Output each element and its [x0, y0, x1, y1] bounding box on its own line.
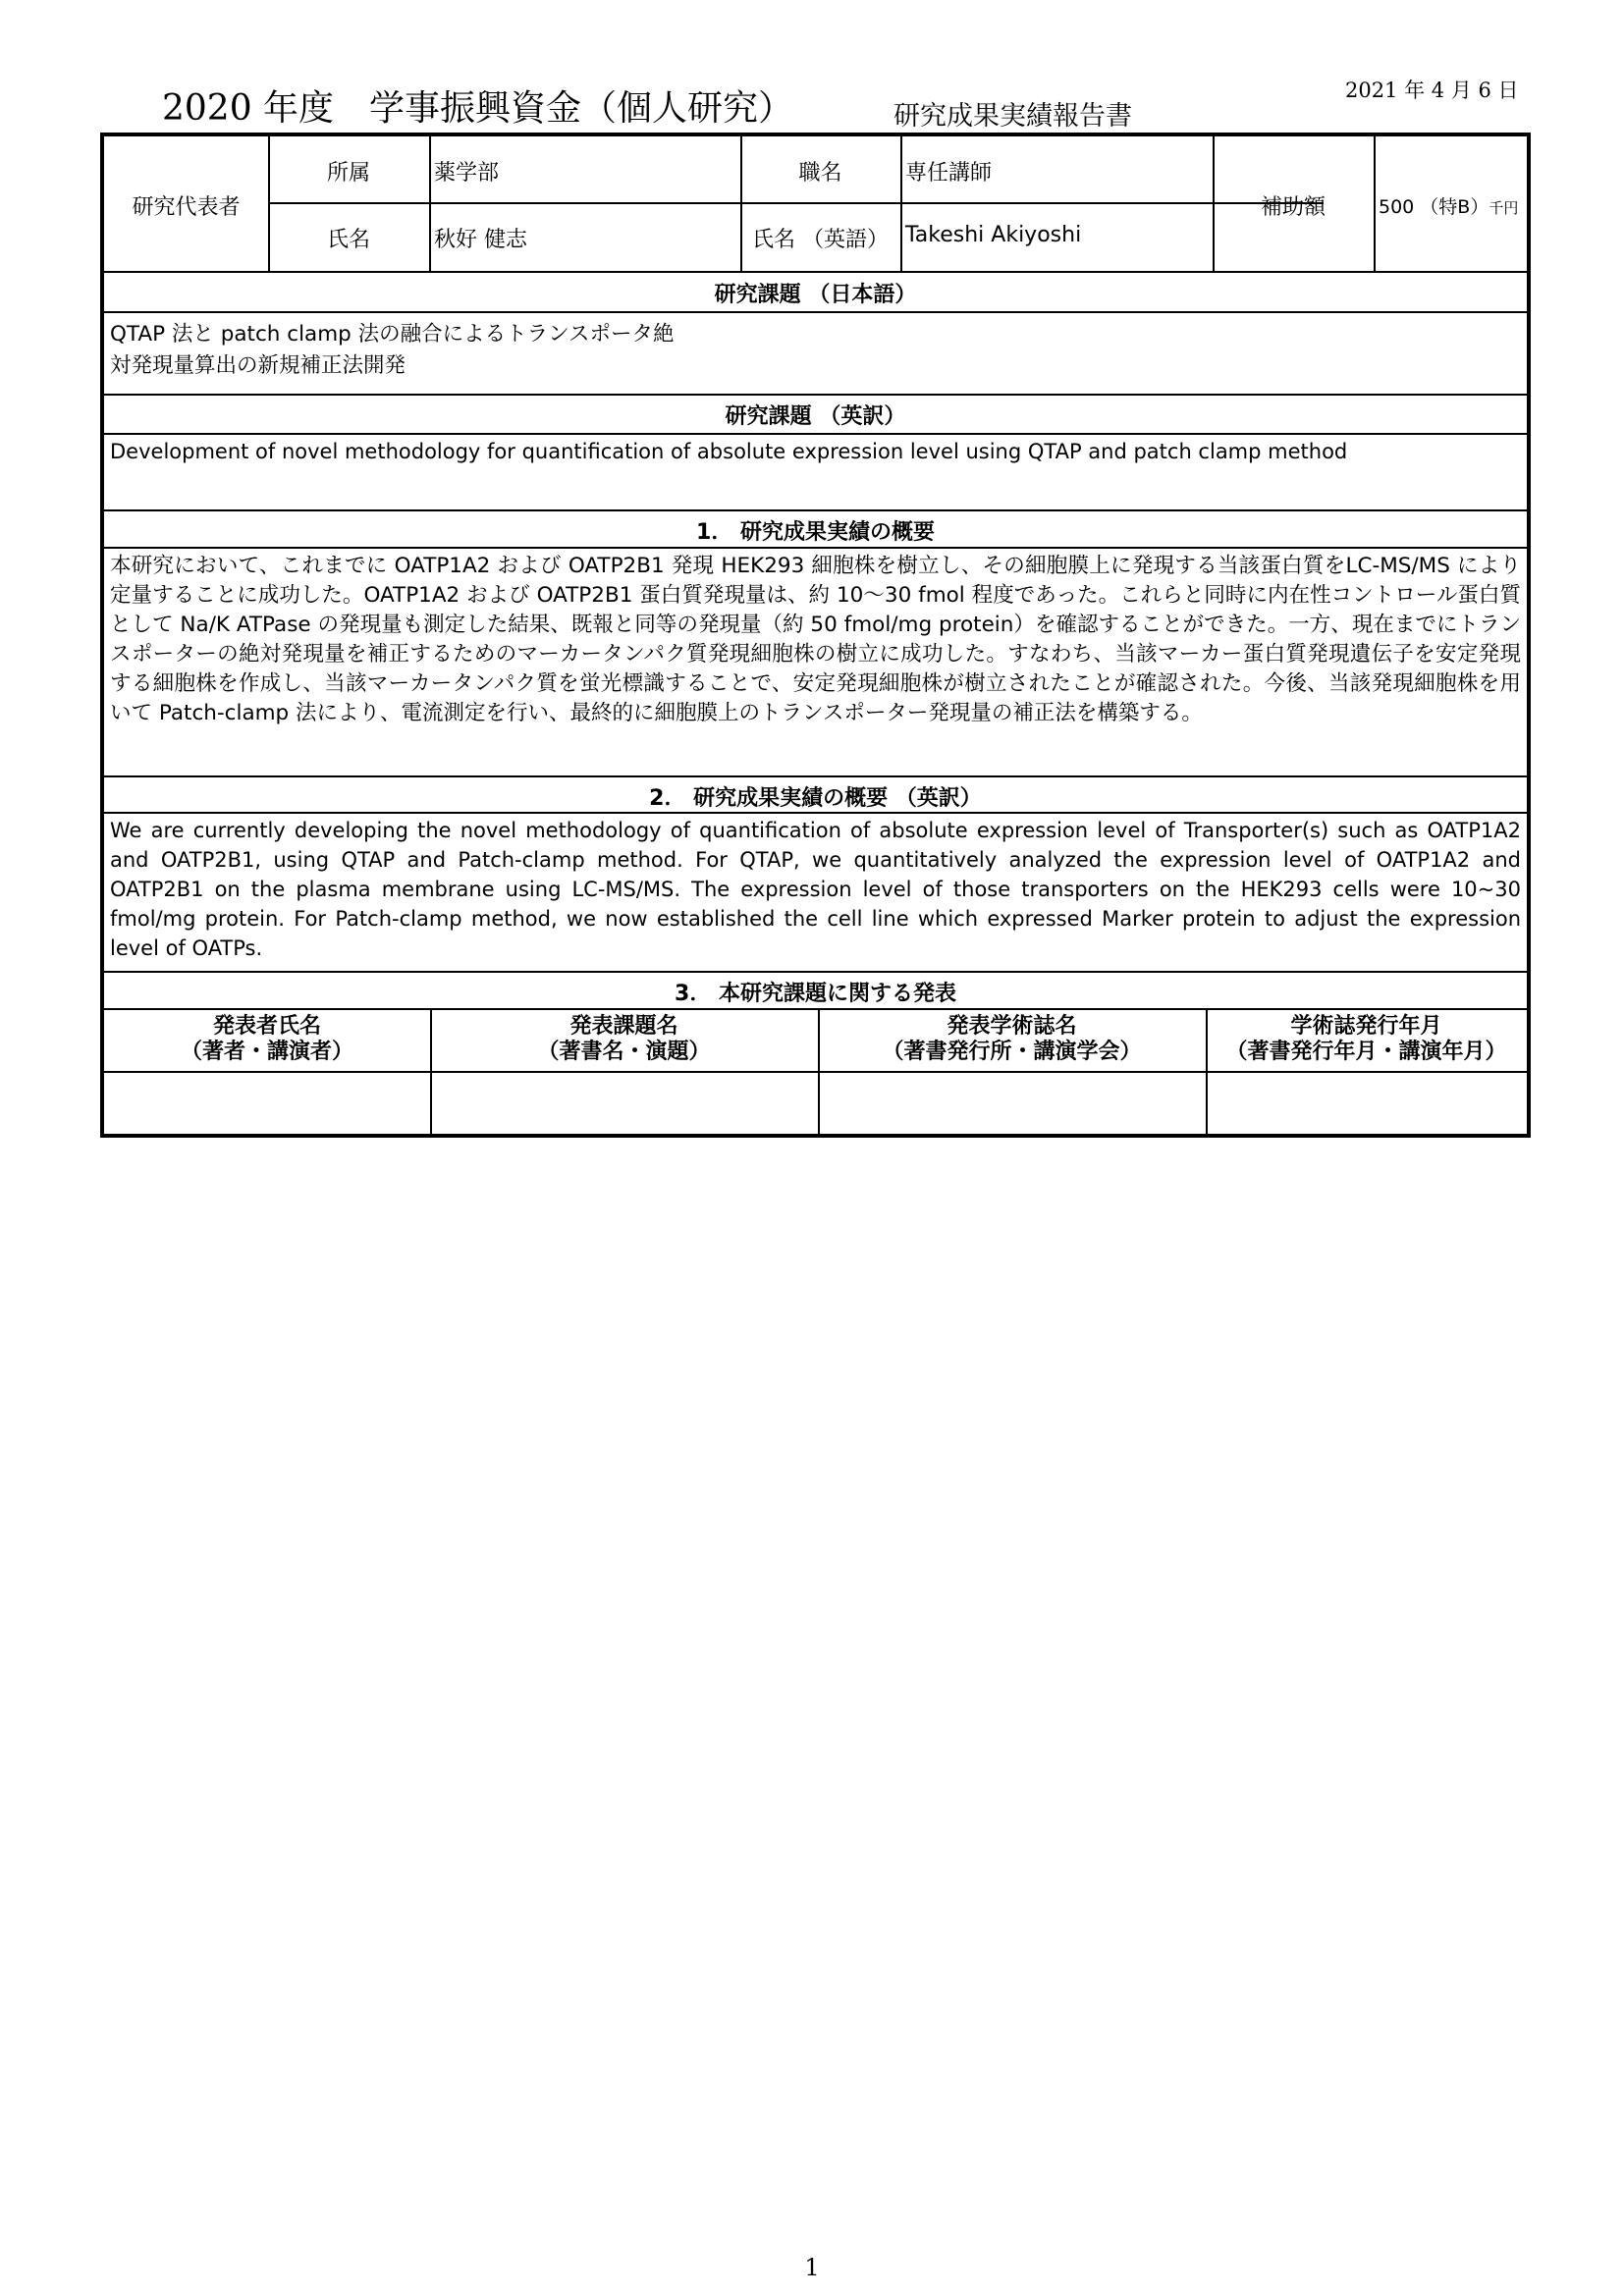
name-en-value: Takeshi Akiyoshi [905, 223, 1082, 247]
summary-jp-heading: 1． 研究成果実績の概要 [696, 520, 935, 545]
topic-en-text: Development of novel methodology for quantification of absolute expression level using QTAP and patch clamp method [110, 440, 1348, 463]
rule [104, 1008, 1527, 1010]
publication-column-title: 発表課題名 （著書名・演題） [537, 1014, 711, 1064]
rule [104, 547, 1527, 549]
position-label: 職名 [798, 161, 842, 186]
position-value: 専任講師 [905, 161, 993, 186]
rule [104, 509, 1527, 511]
report-date: 2021 年 4 月 6 日 [1345, 79, 1519, 102]
rule [104, 311, 1527, 313]
publication-column-author: 発表者氏名 （著者・講演者） [180, 1014, 353, 1064]
publications-heading: 3． 本研究課題に関する発表 [675, 982, 956, 1006]
publication-column-journal: 発表学術誌名 （著書発行所・講演学会） [882, 1014, 1142, 1064]
summary-en-heading: 2． 研究成果実績の概要 （英訳） [649, 786, 982, 811]
name-en-label: 氏名 （英語） [752, 228, 889, 252]
rule [1374, 136, 1376, 271]
grant-amount: 500 （特B） [1379, 196, 1489, 218]
name-label: 氏名 [326, 228, 370, 252]
rule [268, 202, 1324, 204]
affiliation-value: 薬学部 [434, 161, 500, 186]
publication-column-date: 学術誌発行年月 （著書発行年月・講演年月） [1225, 1014, 1507, 1064]
report-title: 2020 年度 学事振興資金（個人研究） [162, 88, 794, 129]
report-subtitle: 研究成果実績報告書 [893, 101, 1132, 132]
rule [104, 971, 1527, 973]
rule [104, 1071, 1527, 1073]
grant-value [1379, 192, 1518, 219]
page-number: 1 [804, 2254, 820, 2281]
topic-jp-line2: 対発現量算出の新規補正法開発 [110, 353, 406, 378]
report-form [100, 133, 1531, 1138]
grant-label: 補助額 [1260, 195, 1326, 220]
rule [104, 394, 1527, 396]
name-value: 秋好 健志 [434, 228, 527, 252]
affiliation-label: 所属 [326, 161, 370, 186]
rule [104, 433, 1527, 435]
summary-jp-text: 本研究において、これまでに OATP1A2 および OATP2B1 発現 HEK293 細胞株を樹立し、その細胞膜上に発現する当該蛋白質をLC-MS/MS により定量することに成功した。OATP1A2 および OATP2B1 蛋白質発現量は、約 10～30 fmol 程度であった。これらと同時に内在性コントロール蛋白質として Na/K ATPase の発現量も測定した結果、既報と同等の発現量（約 50 fmol/mg protein）を確認することができた。一方、現在までにトランスポーターの絶対発現量を補正するためのマーカータンパク質発現細胞株の樹立に成功した。すなわち、当該マーカー蛋白質発現遺伝子を安定発現する細胞株を作成し、当該マーカータンパク質を蛍光標識することで、安定発現細胞株が樹立されたことが確認された。今後、当該発現細胞株を用いて Patch-clamp 法により、電流測定を行い、最終的に細胞膜上のトランスポーター発現量の補正法を構築する。 [110, 554, 1521, 725]
topic-en-heading: 研究課題 （英訳） [725, 404, 906, 429]
representative-label: 研究代表者 [132, 195, 241, 220]
topic-jp-heading: 研究課題 （日本語） [714, 283, 917, 307]
summary-en-text: We are currently developing the novel methodology of quantification of absolute expression level of Transporter(s) such as OATP1A2 and OATP2B1, using QTAP and Patch-clamp method. For QTAP, we quantitatively analyzed the expression level of OATP1A2 and OATP2B1 on the plasma membrane using LC-MS/MS. The expression level of those transporters on the HEK293 cells were 10~30 fmol/mg protein. For Patch-clamp method, we now established the cell line which expressed Marker protein to adjust the expression level of OATPs. [110, 819, 1521, 960]
rule [104, 812, 1527, 814]
topic-jp-line1: QTAP 法と patch clamp 法の融合によるトランスポータ絶 [110, 322, 675, 347]
grant-unit: 千円 [1489, 199, 1519, 217]
rule [429, 136, 431, 271]
rule [104, 271, 1527, 273]
rule [104, 775, 1527, 777]
rule [900, 136, 902, 271]
